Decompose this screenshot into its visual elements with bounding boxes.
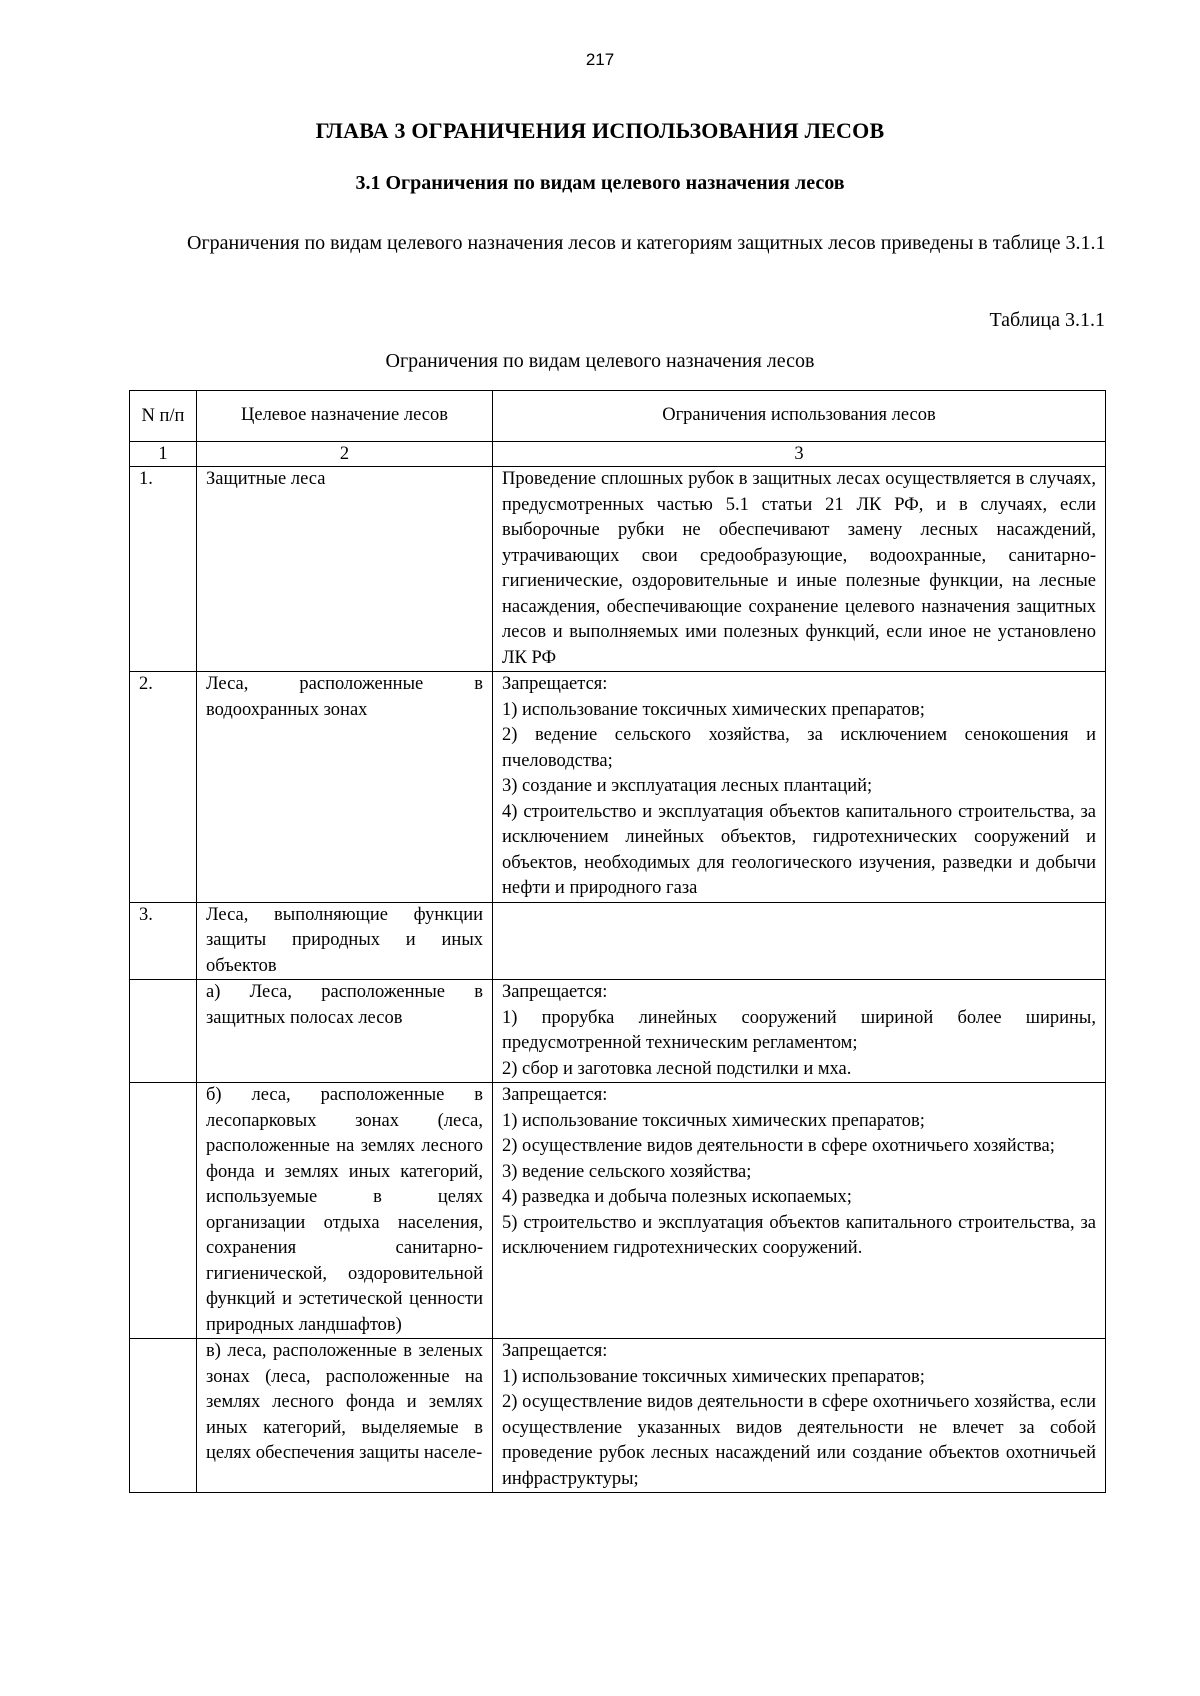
restriction-line: 4) строительство и эксплуатация объектов капитального строительства, за исключением линейных объектов, гидротехнических сооружений и объектов, необходимых для геологического изучения, разведки и добычи нефти и природного газа xyxy=(502,801,1096,898)
restriction-line: 1) использование токсичных химических препаратов; xyxy=(502,699,925,720)
column-index: 2 xyxy=(197,442,493,467)
restriction-line: 5) строительство и эксплуатация объектов капитального строительства, за исключением гидротехнических сооружений. xyxy=(502,1212,1096,1258)
section-title: 3.1 Ограничения по видам целевого назначения лесов xyxy=(355,172,845,194)
purpose-cell: б) леса, расположенные в лесопарковых зонах (леса, расположенные на землях лесного фонда и землях иных категорий, используемые в целях организации отдыха населения, сохранения санитарно-гигиенической, оздоровительной функций и эстетической ценности природных ландшафтов) xyxy=(197,1083,493,1339)
row-number: 2. xyxy=(130,672,197,903)
restrictions-cell xyxy=(493,1083,1106,1339)
restrictions-cell xyxy=(493,902,1106,980)
table-header-row xyxy=(130,391,1106,442)
purpose-cell: а) Леса, расположенные в защитных полосах лесов xyxy=(197,980,493,1083)
purpose-cell: Леса, выполняющие функции защиты природных и иных объектов xyxy=(197,902,493,980)
restriction-line: 4) разведка и добыча полезных ископаемых; xyxy=(502,1187,852,1207)
row-number xyxy=(130,1339,197,1493)
purpose-cell: в) леса, расположенные в зеленых зонах (леса, расположенные на землях лесного фонда и землях иных категорий, выделяемые в целях обеспечения защиты населе- xyxy=(197,1339,493,1493)
table-caption: Ограничения по видам целевого назначения лесов xyxy=(385,350,815,372)
restrictions-cell xyxy=(493,980,1106,1083)
restriction-line: 2) сбор и заготовка лесной подстилки и мха. xyxy=(502,1058,852,1079)
row-number: 3. xyxy=(130,902,197,980)
restriction-line: 1) использование токсичных химических препаратов; xyxy=(502,1366,925,1387)
restrictions-cell xyxy=(493,672,1106,903)
restrictions-cell xyxy=(493,467,1106,672)
restriction-line: 2) осуществление видов деятельности в сфере охотничьего хозяйства; xyxy=(502,1136,1055,1156)
restriction-line: Запрещается: xyxy=(502,982,608,1002)
header-purpose: Целевое назначение лесов xyxy=(197,391,493,442)
chapter-title: ГЛАВА 3 ОГРАНИЧЕНИЯ ИСПОЛЬЗОВАНИЯ ЛЕСОВ xyxy=(315,118,885,143)
table-row xyxy=(130,980,1106,1083)
column-index: 3 xyxy=(493,442,1106,467)
purpose-cell: Защитные леса xyxy=(197,467,493,672)
table-row xyxy=(130,672,1106,903)
restriction-line: 2) осуществление видов деятельности в сфере охотничьего хозяйства, если осуществление указанных видов деятельности не влечет за собой проведение рубок лесных насаждений или создание объектов охотничьей инфраструктуры; xyxy=(502,1392,1096,1489)
table-row xyxy=(130,467,1106,672)
header-num: N п/п xyxy=(130,391,197,442)
restriction-line: 3) ведение сельского хозяйства; xyxy=(502,1161,752,1182)
table-label: Таблица 3.1.1 xyxy=(989,309,1105,331)
restrictions-table xyxy=(129,390,1106,1493)
purpose-cell: Леса, расположенные в водоохранных зонах xyxy=(197,672,493,903)
row-number xyxy=(130,1083,197,1339)
row-number: 1. xyxy=(130,467,197,672)
table-row xyxy=(130,1339,1106,1493)
column-index: 1 xyxy=(130,442,197,467)
restriction-line: 1) использование токсичных химических препаратов; xyxy=(502,1110,925,1131)
header-restrictions: Ограничения использования лесов xyxy=(493,391,1106,442)
table-row xyxy=(130,1083,1106,1339)
restriction-line: Проведение сплошных рубок в защитных лесах осуществляется в случаях, предусмотренных частью 5.1 статьи 21 ЛК РФ, и в случаях, если выборочные рубки не обеспечивают замену лесных насаждений, утрачивающих свои средообразующие, водоохранные, санитарно-гигиенические, оздоровительные и иные полезные функции, на лесные насаждения, обеспечивающие сохранение целевого назначения защитных лесов и выполняемых ими полезных функций, если иное не установлено ЛК РФ xyxy=(502,469,1096,668)
row-number xyxy=(130,980,197,1083)
intro-paragraph: Ограничения по видам целевого назначения лесов и категориям защитных лесов приведены в таблице 3.1.1 xyxy=(187,232,1106,254)
page-number: 217 xyxy=(585,50,615,69)
restrictions-cell xyxy=(493,1339,1106,1493)
restriction-line: Запрещается: xyxy=(502,1341,608,1361)
restriction-line: 2) ведение сельского хозяйства, за исключением сенокошения и пчеловодства; xyxy=(502,725,1096,771)
restriction-line: 1) прорубка линейных сооружений шириной более ширины, предусмотренной техническим регламентом; xyxy=(502,1007,1096,1053)
restriction-line: Запрещается: xyxy=(502,1085,608,1105)
restriction-line: 3) создание и эксплуатация лесных плантаций; xyxy=(502,776,873,796)
table-index-row xyxy=(130,442,1106,467)
restriction-line: Запрещается: xyxy=(502,674,608,694)
table-row xyxy=(130,902,1106,980)
